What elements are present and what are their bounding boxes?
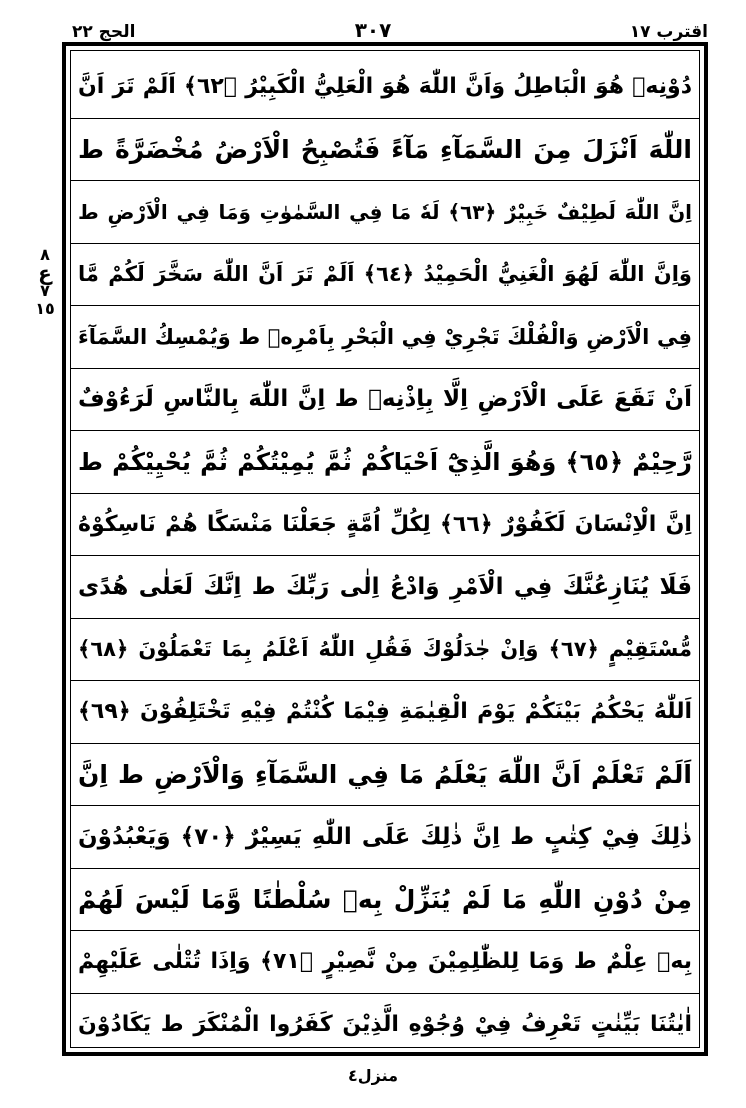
line-text: فِي الْاَرْضِ وَالْفُلْكَ تَجْرِيْ فِي الْبَحْرِ بِاَمْرِهٖ ط وَيُمْسِكُ السَّمَآءَ — [78, 324, 692, 349]
line-text: اٰيٰتُنَا بَيِّنٰتٍ تَعْرِفُ فِيْ وُجُوْهِ الَّذِيْنَ كَفَرُوا الْمُنْكَرَ ط يَكَادُوْنَ — [78, 1012, 692, 1038]
ruku-marker-bottom: ١٥ — [35, 299, 55, 318]
text-line — [70, 681, 700, 744]
text-line — [70, 181, 700, 244]
text-line — [70, 369, 700, 432]
line-text: وَاِنَّ اللّٰهَ لَهُوَ الْغَنِيُّ الْحَمِيْدُ ﴿٦٤﴾ اَلَمْ تَرَ اَنَّ اللّٰهَ سَخَّرَ لَكُمْ مَّا — [78, 262, 692, 287]
text-line — [70, 744, 700, 807]
page-frame — [62, 42, 708, 1056]
text-line — [70, 244, 700, 307]
text-line — [70, 931, 700, 994]
line-text: بِهٖ عِلْمٌ ط وَمَا لِلظّٰلِمِيْنَ مِنْ نَّصِيْرٍ ﴿٧١﴾ وَاِذَا تُتْلٰى عَلَيْهِمْ — [78, 949, 692, 975]
line-text: اَلَمْ تَعْلَمْ اَنَّ اللّٰهَ يَعْلَمُ مَا فِي السَّمَآءِ وَالْاَرْضِ ط اِنَّ — [78, 759, 692, 789]
line-text: مِنْ دُوْنِ اللّٰهِ مَا لَمْ يُنَزِّلْ بِهٖ سُلْطٰنًا وَّمَا لَيْسَ لَهُمْ — [78, 884, 692, 914]
text-line — [70, 869, 700, 932]
line-text: اِنَّ اللّٰهَ لَطِيْفٌ خَبِيْرٌ ﴿٦٣﴾ لَهٗ مَا فِي السَّمٰوٰتِ وَمَا فِي الْاَرْضِ ط — [78, 199, 693, 224]
surah-name-header: الحج ٢٢ — [72, 22, 136, 42]
line-text: مُّسْتَقِيْمٍ ﴿٦٧﴾ وَاِنْ جٰدَلُوْكَ فَقُلِ اللّٰهُ اَعْلَمُ بِمَا تَعْمَلُوْنَ ﴿٦٨﴾ — [78, 637, 692, 662]
text-line — [70, 619, 700, 682]
text-line — [70, 306, 700, 369]
juz-name-header: اقترب ١٧ — [629, 22, 708, 42]
text-line — [70, 56, 700, 119]
line-text: اَللّٰهُ يَحْكُمُ بَيْنَكُمْ يَوْمَ الْقِيٰمَةِ فِيْمَا كُنْتُمْ فِيْهِ تَخْتَلِفُوْنَ ﴿٦٩﴾ — [78, 699, 692, 725]
ruku-sign: ع — [38, 261, 52, 285]
text-line — [70, 994, 700, 1057]
text-line — [70, 806, 700, 869]
line-text: فَلَا يُنَازِعُنَّكَ فِي الْاَمْرِ وَادْعُ اِلٰى رَبِّكَ ط اِنَّكَ لَعَلٰى هُدًى — [78, 573, 692, 600]
ruku-marker-top: ٨ — [40, 245, 50, 264]
line-text: اللّٰهَ اَنْزَلَ مِنَ السَّمَآءِ مَآءً فَتُصْبِحُ الْاَرْضُ مُخْضَرَّةً ط — [78, 134, 692, 164]
page-number: ٣٠٧ — [354, 18, 392, 42]
line-text: دُوْنِهٖ هُوَ الْبَاطِلُ وَاَنَّ اللّٰهَ هُوَ الْعَلِيُّ الْكَبِيْرُ ﴿٦٢﴾ اَلَمْ تَرَ اَنَّ — [78, 74, 693, 100]
text-line — [70, 431, 700, 494]
line-text: اَنْ تَقَعَ عَلَى الْاَرْضِ اِلَّا بِاِذْنِهٖ ط اِنَّ اللّٰهَ بِالنَّاسِ لَرَءُوْفٌ — [78, 386, 692, 413]
text-lines — [70, 56, 700, 1056]
text-line — [70, 119, 700, 182]
ruku-marker-middle: ٧ — [40, 281, 50, 300]
text-line — [70, 556, 700, 619]
line-text: ذٰلِكَ فِيْ كِتٰبٍ ط اِنَّ ذٰلِكَ عَلَى اللّٰهِ يَسِيْرٌ ﴿٧٠﴾ وَيَعْبُدُوْنَ — [78, 823, 692, 850]
manzil-footer: منزل٤ — [347, 1066, 399, 1085]
line-text: اِنَّ الْاِنْسَانَ لَكَفُوْرٌ ﴿٦٦﴾ لِكُلِّ اُمَّةٍ جَعَلْنَا مَنْسَكًا هُمْ نَاسِكُوْهُ — [78, 511, 692, 537]
ruku-marker — [28, 246, 62, 318]
text-line — [70, 494, 700, 557]
line-text: رَّحِيْمٌ ﴿٦٥﴾ وَهُوَ الَّذِيْٓ اَحْيَاكُمْ ثُمَّ يُمِيْتُكُمْ ثُمَّ يُحْيِيْكُمْ ط — [78, 447, 692, 476]
